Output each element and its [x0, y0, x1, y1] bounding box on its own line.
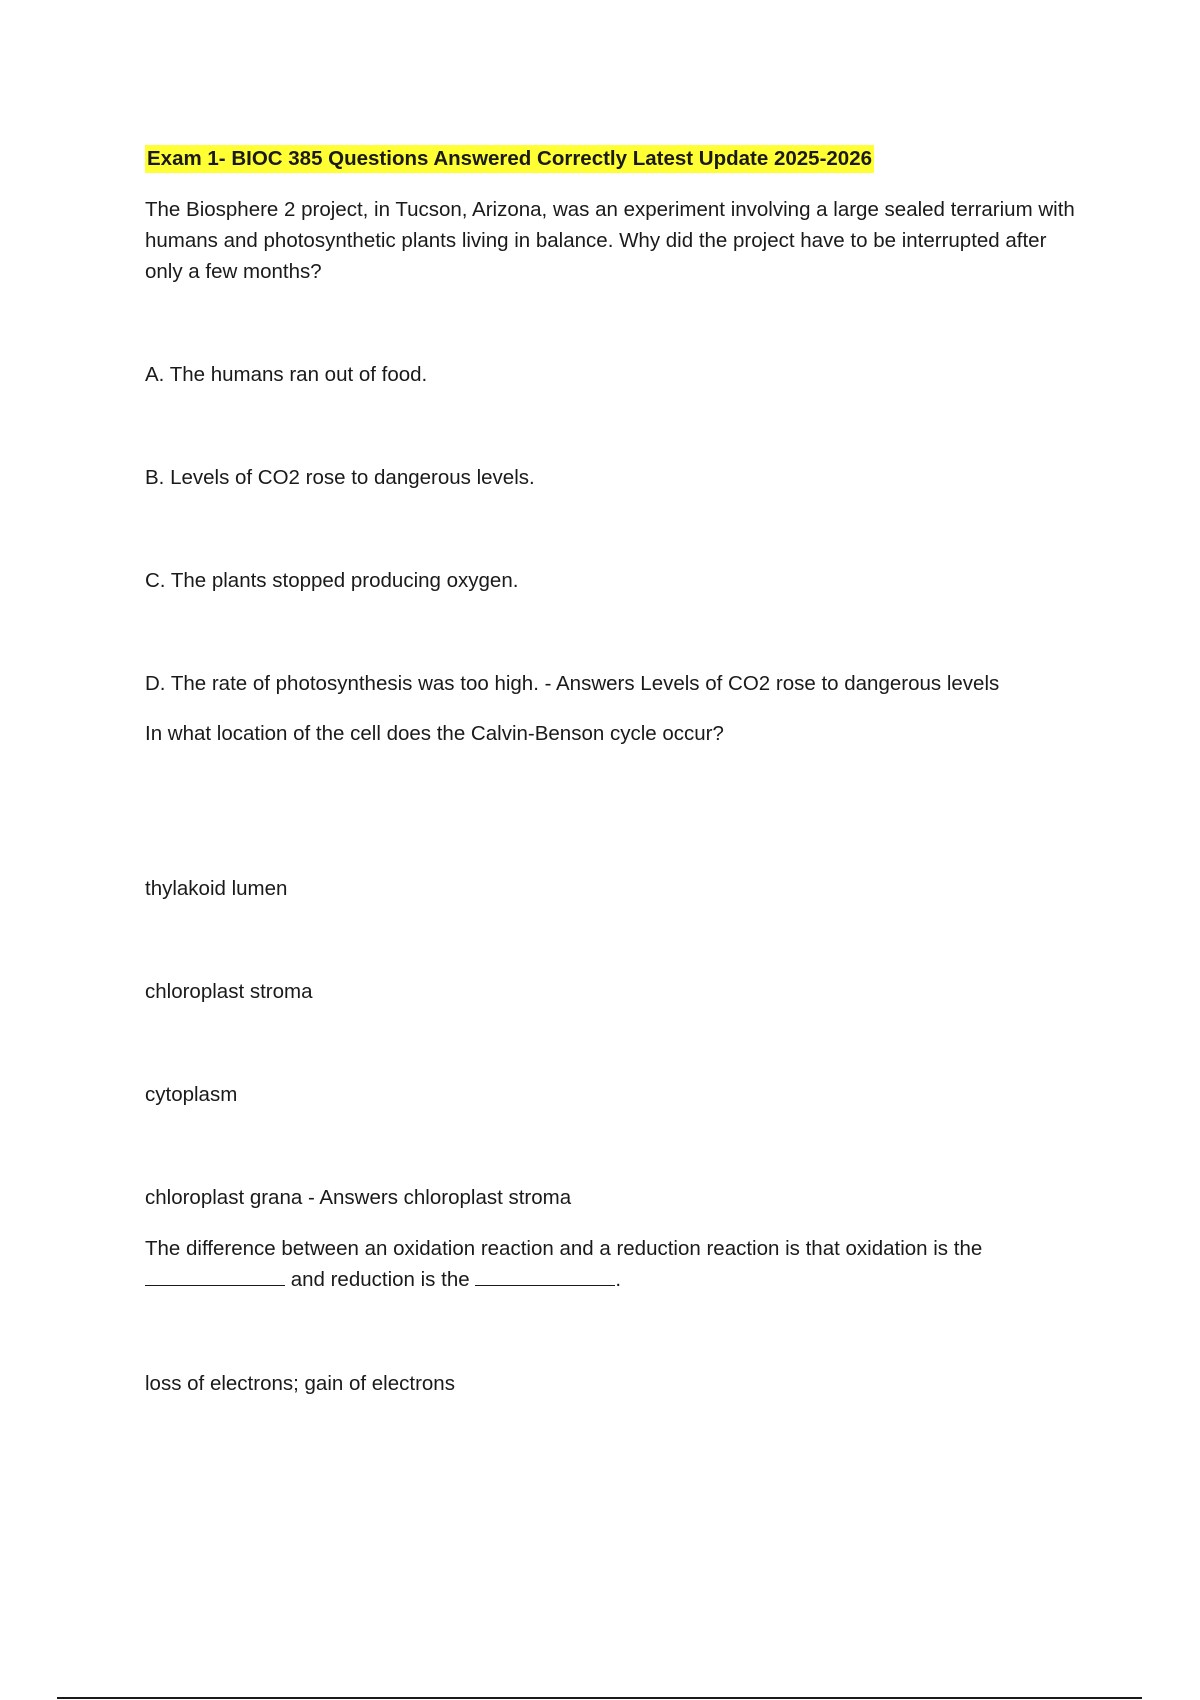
document-title: Exam 1- BIOC 385 Questions Answered Correctly Latest Update 2025-2026 [145, 145, 874, 173]
question-2-prompt: In what location of the cell does the Calvin-Benson cycle occur? [145, 722, 724, 745]
question-2-option-1: thylakoid lumen [145, 877, 288, 900]
question-1-prompt: The Biosphere 2 project, in Tucson, Arizona, was an experiment involving a large sealed terrarium with humans and photosynthetic plants living in balance. Why did the project have to be interrupted after only a few months? [145, 198, 1075, 283]
question-1-option-b: B. Levels of CO2 rose to dangerous levels. [145, 466, 535, 489]
question-1-option-d-answer: D. The rate of photosynthesis was too high. - Answers Levels of CO2 rose to dangerous levels [145, 672, 1000, 695]
question-2-option-2: chloroplast stroma [145, 980, 313, 1003]
answer-blank-1 [145, 1265, 285, 1286]
question-1-option-c: C. The plants stopped producing oxygen. [145, 569, 519, 592]
answer-blank-2 [475, 1265, 615, 1286]
footer-divider [57, 1697, 1142, 1699]
question-3-prompt [145, 1233, 1085, 1295]
question-3-prompt-part1: The difference between an oxidation reaction and a reduction reaction is that oxidation is the [145, 1237, 983, 1260]
question-3-answer: loss of electrons; gain of electrons [145, 1372, 455, 1395]
question-3-prompt-end: . [615, 1268, 622, 1291]
question-1-option-a: A. The humans ran out of food. [145, 363, 428, 386]
question-3-prompt-part2: and reduction is the [290, 1268, 470, 1291]
question-2-option-3: cytoplasm [145, 1083, 238, 1106]
question-2-option-4-answer: chloroplast grana - Answers chloroplast stroma [145, 1186, 572, 1209]
